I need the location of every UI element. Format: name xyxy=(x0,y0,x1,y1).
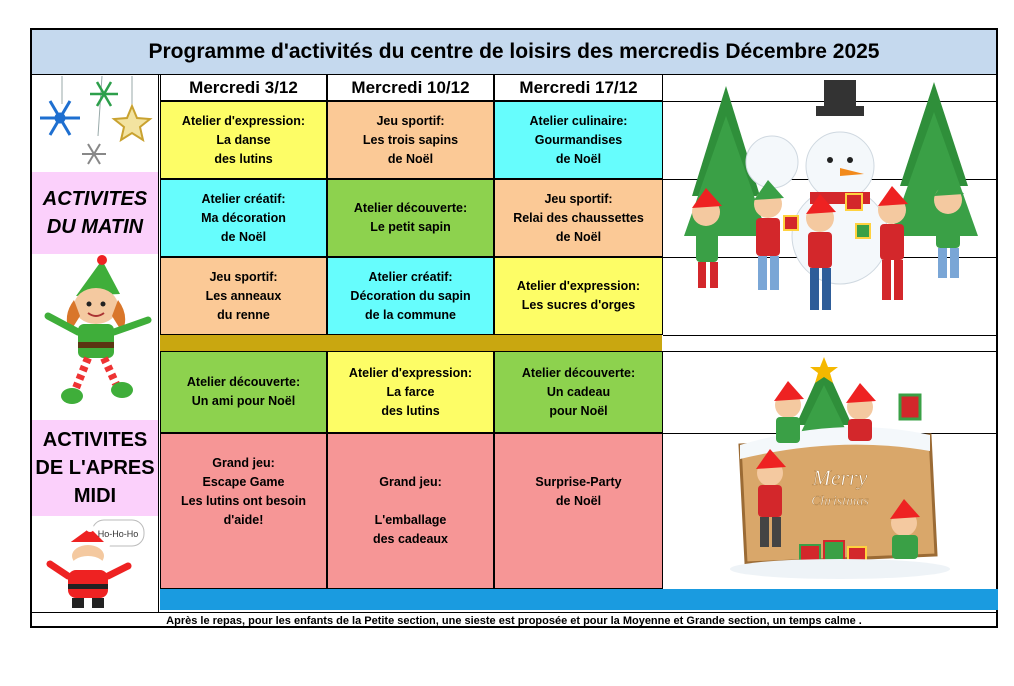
divider-line xyxy=(663,335,998,336)
santa-illustration xyxy=(32,518,158,610)
christmas-ornaments-illustration xyxy=(32,76,158,171)
afternoon-section-label: ACTIVITES DE L'APRES MIDI xyxy=(32,420,158,516)
activity-cell-m2-c3: Jeu sportif: Relai des chaussettes de Noël xyxy=(494,179,663,257)
activity-cell-a2-c3: Surprise-Party de Noël xyxy=(494,433,663,589)
activity-cell-m1-c1: Atelier d'expression: La danse des lutins xyxy=(160,101,327,179)
morning-section-label: ACTIVITES DU MATIN xyxy=(32,172,158,254)
footer-note: Après le repas, pour les enfants de la Petite section, une sieste est proposée et pour la Moyenne et Grande section, un temps calme . xyxy=(32,612,996,629)
activity-cell-a2-c1: Grand jeu: Escape Game Les lutins ont besoin d'aide! xyxy=(160,433,327,589)
activity-cell-m2-c2: Atelier découverte: Le petit sapin xyxy=(327,179,494,257)
bottom-blue-bar xyxy=(160,589,998,610)
activity-cell-m3-c1: Jeu sportif: Les anneaux du renne xyxy=(160,257,327,335)
santa-caption: Ho-Ho-Ho xyxy=(97,529,139,539)
activity-cell-m3-c2: Atelier créatif: Décoration du sapin de la commune xyxy=(327,257,494,335)
activity-cell-m1-c3: Atelier culinaire: Gourmandises de Noël xyxy=(494,101,663,179)
activity-cell-m3-c3: Atelier d'expression: Les sucres d'orges xyxy=(494,257,663,335)
divider-line xyxy=(158,74,159,612)
column-header-2: Mercredi 10/12 xyxy=(327,74,494,101)
merry-christmas-sign-line1: Merry xyxy=(812,465,868,490)
elf-illustration xyxy=(32,256,158,418)
activity-cell-m2-c1: Atelier créatif: Ma décoration de Noël xyxy=(160,179,327,257)
column-header-3: Mercredi 17/12 xyxy=(494,74,663,101)
merry-christmas-sign-line2: Christmas xyxy=(811,494,869,509)
activity-cell-m1-c2: Jeu sportif: Les trois sapins de Noël xyxy=(327,101,494,179)
activity-cell-a1-c1: Atelier découverte: Un ami pour Noël xyxy=(160,351,327,433)
column-header-1: Mercredi 3/12 xyxy=(160,74,327,101)
activity-cell-a2-c2: Grand jeu: L'emballage des cadeaux xyxy=(327,433,494,589)
activity-cell-a1-c2: Atelier d'expression: La farce des lutins xyxy=(327,351,494,433)
activity-cell-a1-c3: Atelier découverte: Un cadeau pour Noël xyxy=(494,351,663,433)
divider-line xyxy=(663,351,998,352)
page-title: Programme d'activités du centre de loisirs des mercredis Décembre 2025 xyxy=(32,30,996,75)
section-divider-bar xyxy=(160,335,662,351)
snowman-children-illustration xyxy=(664,76,998,334)
merry-christmas-illustration xyxy=(700,355,970,585)
